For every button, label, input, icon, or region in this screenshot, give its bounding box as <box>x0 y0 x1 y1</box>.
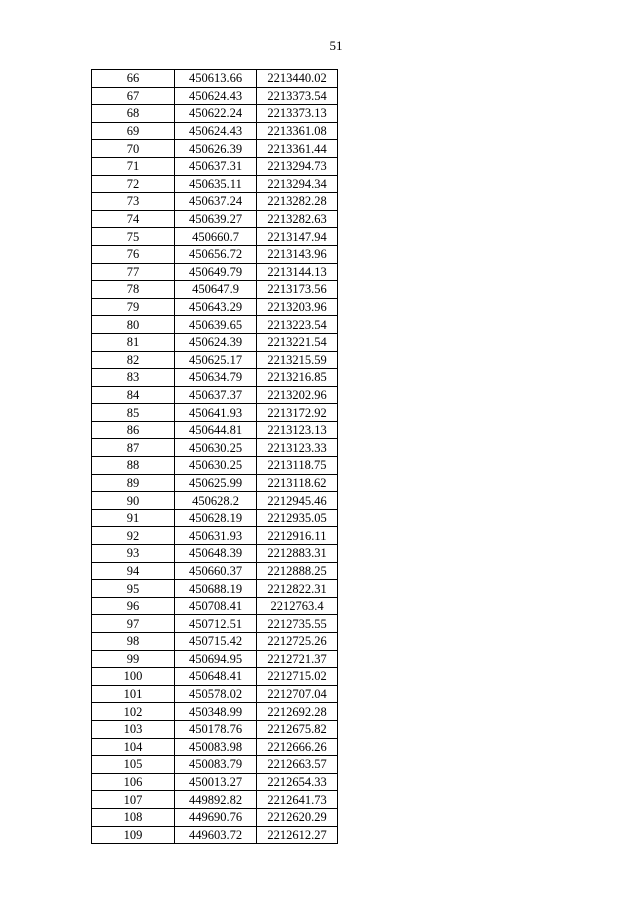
x-coordinate-cell: 450644.81 <box>175 421 257 439</box>
x-coordinate-cell: 450712.51 <box>175 615 257 633</box>
point-number-cell: 76 <box>92 245 175 263</box>
point-number-cell: 83 <box>92 369 175 387</box>
point-number-cell: 78 <box>92 281 175 299</box>
table-row <box>92 633 338 651</box>
y-coordinate-cell: 2212707.04 <box>257 685 338 703</box>
table-row <box>92 545 338 563</box>
point-number-cell: 105 <box>92 756 175 774</box>
table-row <box>92 245 338 263</box>
table-row <box>92 439 338 457</box>
x-coordinate-cell: 450348.99 <box>175 703 257 721</box>
y-coordinate-cell: 2213294.34 <box>257 175 338 193</box>
x-coordinate-cell: 450613.66 <box>175 70 257 88</box>
point-number-cell: 95 <box>92 580 175 598</box>
table-row <box>92 720 338 738</box>
table-row <box>92 509 338 527</box>
coordinates-table <box>91 69 338 844</box>
point-number-cell: 75 <box>92 228 175 246</box>
y-coordinate-cell: 2212612.27 <box>257 826 338 844</box>
table-row <box>92 140 338 158</box>
x-coordinate-cell: 450083.79 <box>175 756 257 774</box>
point-number-cell: 99 <box>92 650 175 668</box>
table-row <box>92 562 338 580</box>
x-coordinate-cell: 450578.02 <box>175 685 257 703</box>
table-row <box>92 773 338 791</box>
x-coordinate-cell: 450625.17 <box>175 351 257 369</box>
table-row <box>92 457 338 475</box>
y-coordinate-cell: 2213294.73 <box>257 157 338 175</box>
y-coordinate-cell: 2213143.96 <box>257 245 338 263</box>
table-row <box>92 404 338 422</box>
point-number-cell: 72 <box>92 175 175 193</box>
table-row <box>92 474 338 492</box>
table-row <box>92 826 338 844</box>
point-number-cell: 96 <box>92 597 175 615</box>
y-coordinate-cell: 2213203.96 <box>257 298 338 316</box>
y-coordinate-cell: 2213216.85 <box>257 369 338 387</box>
table-row <box>92 122 338 140</box>
x-coordinate-cell: 450656.72 <box>175 245 257 263</box>
x-coordinate-cell: 450637.24 <box>175 193 257 211</box>
x-coordinate-cell: 450631.93 <box>175 527 257 545</box>
point-number-cell: 84 <box>92 386 175 404</box>
y-coordinate-cell: 2212916.11 <box>257 527 338 545</box>
x-coordinate-cell: 450624.43 <box>175 122 257 140</box>
table-row <box>92 333 338 351</box>
point-number-cell: 92 <box>92 527 175 545</box>
point-number-cell: 87 <box>92 439 175 457</box>
y-coordinate-cell: 2213361.08 <box>257 122 338 140</box>
x-coordinate-cell: 450639.65 <box>175 316 257 334</box>
y-coordinate-cell: 2213282.63 <box>257 210 338 228</box>
table-row <box>92 281 338 299</box>
y-coordinate-cell: 2212735.55 <box>257 615 338 633</box>
y-coordinate-cell: 2212663.57 <box>257 756 338 774</box>
x-coordinate-cell: 450635.11 <box>175 175 257 193</box>
point-number-cell: 90 <box>92 492 175 510</box>
x-coordinate-cell: 450643.29 <box>175 298 257 316</box>
x-coordinate-cell: 450688.19 <box>175 580 257 598</box>
x-coordinate-cell: 449603.72 <box>175 826 257 844</box>
table-row <box>92 703 338 721</box>
point-number-cell: 103 <box>92 720 175 738</box>
table-row <box>92 316 338 334</box>
point-number-cell: 98 <box>92 633 175 651</box>
x-coordinate-cell: 450660.37 <box>175 562 257 580</box>
x-coordinate-cell: 450649.79 <box>175 263 257 281</box>
point-number-cell: 79 <box>92 298 175 316</box>
table-row <box>92 421 338 439</box>
point-number-cell: 66 <box>92 70 175 88</box>
point-number-cell: 74 <box>92 210 175 228</box>
x-coordinate-cell: 450628.19 <box>175 509 257 527</box>
x-coordinate-cell: 450648.41 <box>175 668 257 686</box>
x-coordinate-cell: 450624.43 <box>175 87 257 105</box>
y-coordinate-cell: 2212935.05 <box>257 509 338 527</box>
y-coordinate-cell: 2213118.75 <box>257 457 338 475</box>
x-coordinate-cell: 450624.39 <box>175 333 257 351</box>
table-row <box>92 228 338 246</box>
table-row <box>92 157 338 175</box>
point-number-cell: 106 <box>92 773 175 791</box>
point-number-cell: 107 <box>92 791 175 809</box>
y-coordinate-cell: 2212725.26 <box>257 633 338 651</box>
point-number-cell: 88 <box>92 457 175 475</box>
table-row <box>92 756 338 774</box>
y-coordinate-cell: 2213373.54 <box>257 87 338 105</box>
table-row <box>92 263 338 281</box>
point-number-cell: 93 <box>92 545 175 563</box>
point-number-cell: 100 <box>92 668 175 686</box>
table-row <box>92 738 338 756</box>
x-coordinate-cell: 450647.9 <box>175 281 257 299</box>
table-row <box>92 175 338 193</box>
point-number-cell: 85 <box>92 404 175 422</box>
x-coordinate-cell: 450715.42 <box>175 633 257 651</box>
y-coordinate-cell: 2213282.28 <box>257 193 338 211</box>
table-row <box>92 193 338 211</box>
x-coordinate-cell: 450630.25 <box>175 439 257 457</box>
table-row <box>92 615 338 633</box>
x-coordinate-cell: 450634.79 <box>175 369 257 387</box>
y-coordinate-cell: 2212763.4 <box>257 597 338 615</box>
point-number-cell: 73 <box>92 193 175 211</box>
y-coordinate-cell: 2213440.02 <box>257 70 338 88</box>
y-coordinate-cell: 2213118.62 <box>257 474 338 492</box>
point-number-cell: 86 <box>92 421 175 439</box>
point-number-cell: 94 <box>92 562 175 580</box>
page-number: 51 <box>329 38 343 53</box>
table-row <box>92 685 338 703</box>
point-number-cell: 82 <box>92 351 175 369</box>
coordinates-table-body <box>92 70 338 844</box>
table-row <box>92 210 338 228</box>
point-number-cell: 81 <box>92 333 175 351</box>
table-row <box>92 527 338 545</box>
point-number-cell: 91 <box>92 509 175 527</box>
table-row <box>92 369 338 387</box>
point-number-cell: 97 <box>92 615 175 633</box>
x-coordinate-cell: 450639.27 <box>175 210 257 228</box>
point-number-cell: 70 <box>92 140 175 158</box>
table-row <box>92 70 338 88</box>
x-coordinate-cell: 450625.99 <box>175 474 257 492</box>
y-coordinate-cell: 2212888.25 <box>257 562 338 580</box>
x-coordinate-cell: 450660.7 <box>175 228 257 246</box>
y-coordinate-cell: 2212675.82 <box>257 720 338 738</box>
table-row <box>92 105 338 123</box>
y-coordinate-cell: 2212721.37 <box>257 650 338 668</box>
y-coordinate-cell: 2213123.33 <box>257 439 338 457</box>
table-row <box>92 298 338 316</box>
y-coordinate-cell: 2212883.31 <box>257 545 338 563</box>
point-number-cell: 69 <box>92 122 175 140</box>
y-coordinate-cell: 2213172.92 <box>257 404 338 422</box>
y-coordinate-cell: 2213223.54 <box>257 316 338 334</box>
point-number-cell: 109 <box>92 826 175 844</box>
y-coordinate-cell: 2212654.33 <box>257 773 338 791</box>
table-row <box>92 492 338 510</box>
y-coordinate-cell: 2212666.26 <box>257 738 338 756</box>
x-coordinate-cell: 450708.41 <box>175 597 257 615</box>
y-coordinate-cell: 2213221.54 <box>257 333 338 351</box>
table-row <box>92 87 338 105</box>
y-coordinate-cell: 2212822.31 <box>257 580 338 598</box>
y-coordinate-cell: 2213215.59 <box>257 351 338 369</box>
point-number-cell: 71 <box>92 157 175 175</box>
y-coordinate-cell: 2212641.73 <box>257 791 338 809</box>
table-row <box>92 650 338 668</box>
x-coordinate-cell: 450626.39 <box>175 140 257 158</box>
x-coordinate-cell: 450648.39 <box>175 545 257 563</box>
y-coordinate-cell: 2212945.46 <box>257 492 338 510</box>
point-number-cell: 101 <box>92 685 175 703</box>
y-coordinate-cell: 2213144.13 <box>257 263 338 281</box>
x-coordinate-cell: 450637.37 <box>175 386 257 404</box>
point-number-cell: 104 <box>92 738 175 756</box>
point-number-cell: 108 <box>92 808 175 826</box>
x-coordinate-cell: 450178.76 <box>175 720 257 738</box>
y-coordinate-cell: 2213173.56 <box>257 281 338 299</box>
y-coordinate-cell: 2213202.96 <box>257 386 338 404</box>
point-number-cell: 77 <box>92 263 175 281</box>
y-coordinate-cell: 2212692.28 <box>257 703 338 721</box>
y-coordinate-cell: 2213361.44 <box>257 140 338 158</box>
x-coordinate-cell: 450622.24 <box>175 105 257 123</box>
x-coordinate-cell: 450628.2 <box>175 492 257 510</box>
y-coordinate-cell: 2213147.94 <box>257 228 338 246</box>
x-coordinate-cell: 449892.82 <box>175 791 257 809</box>
table-row <box>92 668 338 686</box>
x-coordinate-cell: 450694.95 <box>175 650 257 668</box>
point-number-cell: 68 <box>92 105 175 123</box>
point-number-cell: 67 <box>92 87 175 105</box>
x-coordinate-cell: 450083.98 <box>175 738 257 756</box>
y-coordinate-cell: 2213123.13 <box>257 421 338 439</box>
table-row <box>92 351 338 369</box>
x-coordinate-cell: 450637.31 <box>175 157 257 175</box>
table-row <box>92 597 338 615</box>
y-coordinate-cell: 2212620.29 <box>257 808 338 826</box>
x-coordinate-cell: 450641.93 <box>175 404 257 422</box>
point-number-cell: 89 <box>92 474 175 492</box>
table-row <box>92 580 338 598</box>
y-coordinate-cell: 2212715.02 <box>257 668 338 686</box>
point-number-cell: 80 <box>92 316 175 334</box>
table-row <box>92 808 338 826</box>
point-number-cell: 102 <box>92 703 175 721</box>
x-coordinate-cell: 450630.25 <box>175 457 257 475</box>
y-coordinate-cell: 2213373.13 <box>257 105 338 123</box>
x-coordinate-cell: 450013.27 <box>175 773 257 791</box>
table-row <box>92 386 338 404</box>
x-coordinate-cell: 449690.76 <box>175 808 257 826</box>
table-row <box>92 791 338 809</box>
